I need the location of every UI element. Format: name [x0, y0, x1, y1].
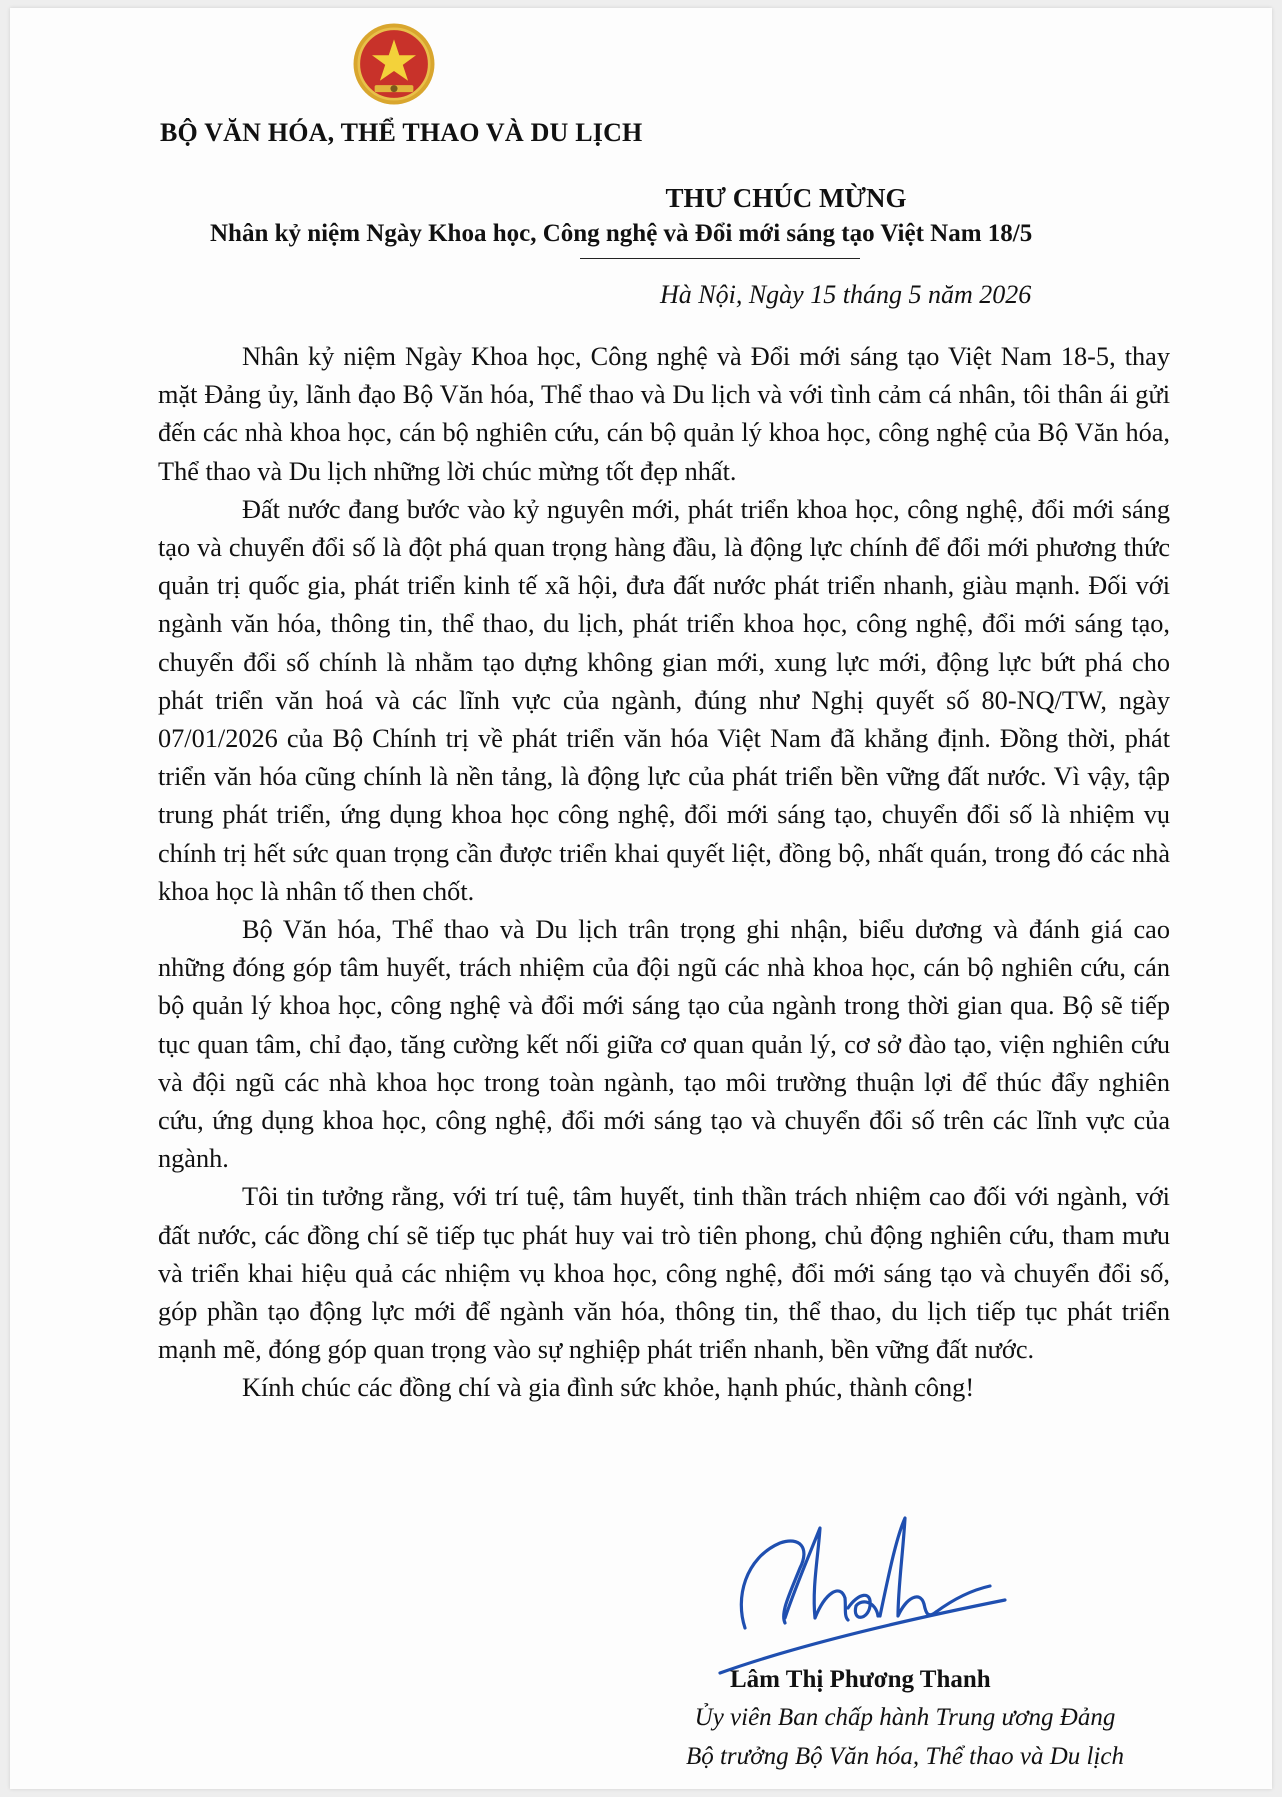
signer-name: Lâm Thị Phương Thanh [730, 1666, 991, 1693]
signer-position-minister: Bộ trưởng Bộ Văn hóa, Thể thao và Du lịch [685, 1743, 1125, 1770]
paragraph: Nhân kỷ niệm Ngày Khoa học, Công nghệ và Đổi mới sáng tạo Việt Nam 18-5, thay mặt Đảng ủy, lãnh đạo Bộ Văn hóa, Thể thao và Du lịch và với tình cảm cá nhân, tôi thân ái gửi đến các nhà khoa học, cán bộ nghiên cứu, cán bộ quản lý khoa học, công nghệ của Bộ Văn hóa, Thể thao và Du lịch những lời chúc mừng tốt đẹp nhất. [158, 342, 1170, 486]
signer-position-party: Ủy viên Ban chấp hành Trung ương Đảng [694, 1704, 1116, 1731]
dateline: Hà Nội, Ngày 15 tháng 5 năm 2026 [660, 280, 1032, 309]
letter-page [10, 8, 1272, 1789]
paragraph: Đất nước đang bước vào kỷ nguyên mới, phát triển khoa học, công nghệ, đổi mới sáng tạo và chuyển đổi số là đột phá quan trọng hàng đầu, là động lực chính để đổi mới phương thức quản trị quốc gia, phát triển kinh tế xã hội, đưa đất nước phát triển nhanh, giàu mạnh. Đối với ngành văn hóa, thông tin, thể thao, du lịch, phát triển khoa học, công nghệ, đổi mới sáng tạo, chuyển đổi số chính là nhằm tạo dựng không gian mới, xung lực mới, động lực bứt phá cho phát triển văn hoá và các lĩnh vực của ngành, đúng như Nghị quyết số 80-NQ/TW, ngày 07/01/2026 của Bộ Chính trị về phát triển văn hóa Việt Nam đã khẳng định. Đồng thời, phát triển văn hóa cũng chính là nền tảng, là động lực của phát triển bền vững đất nước. Vì vậy, tập trung phát triển, ứng dụng khoa học công nghệ, đổi mới sáng tạo, chuyển đổi số là nhiệm vụ chính trị hết sức quan trọng cần được triển khai quyết liệt, đồng bộ, nhất quán, trong đó các nhà khoa học là nhân tố then chốt. [158, 494, 1170, 906]
letter-title: THƯ CHÚC MỪNG [665, 183, 907, 213]
subtitle-underline [580, 258, 860, 259]
handwritten-signature [700, 1498, 1020, 1678]
paragraph: Tôi tin tưởng rằng, với trí tuệ, tâm huyết, tinh thần trách nhiệm cao đối với ngành, với đất nước, các đồng chí sẽ tiếp tục phát huy vai trò tiên phong, chủ động nghiên cứu, tham mưu và triển khai hiệu quả các nhiệm vụ khoa học, công nghệ, đổi mới sáng tạo và chuyển đổi số, góp phần tạo động lực mới để ngành văn hóa, thông tin, thể thao, du lịch tiếp tục phát triển mạnh mẽ, đóng góp quan trọng vào sự nghiệp phát triển nhanh, bền vững đất nước. [158, 1182, 1170, 1365]
paragraph: Bộ Văn hóa, Thể thao và Du lịch trân trọng ghi nhận, biểu dương và đánh giá cao những đóng góp tâm huyết, trách nhiệm của đội ngũ các nhà khoa học, cán bộ nghiên cứu, cán bộ quản lý khoa học, công nghệ và đổi mới sáng tạo của ngành trong thời gian qua. Bộ sẽ tiếp tục quan tâm, chỉ đạo, tăng cường kết nối giữa cơ quan quản lý, cơ sở đào tạo, viện nghiên cứu và đội ngũ các nhà khoa học trong toàn ngành, tạo môi trường thuận lợi để thúc đẩy nghiên cứu, ứng dụng khoa học, công nghệ, đổi mới sáng tạo và chuyển đổi số trên các lĩnh vực của ngành. [158, 915, 1170, 1174]
ministry-name: BỘ VĂN HÓA, THỂ THAO VÀ DU LỊCH [160, 118, 643, 147]
paragraph: Kính chúc các đồng chí và gia đình sức khỏe, hạnh phúc, thành công! [242, 1373, 975, 1403]
letter-subtitle: Nhân kỷ niệm Ngày Khoa học, Công nghệ và Đổi mới sáng tạo Việt Nam 18/5 [210, 220, 1033, 247]
national-emblem-icon [350, 20, 438, 108]
letter-body [158, 338, 1170, 1408]
